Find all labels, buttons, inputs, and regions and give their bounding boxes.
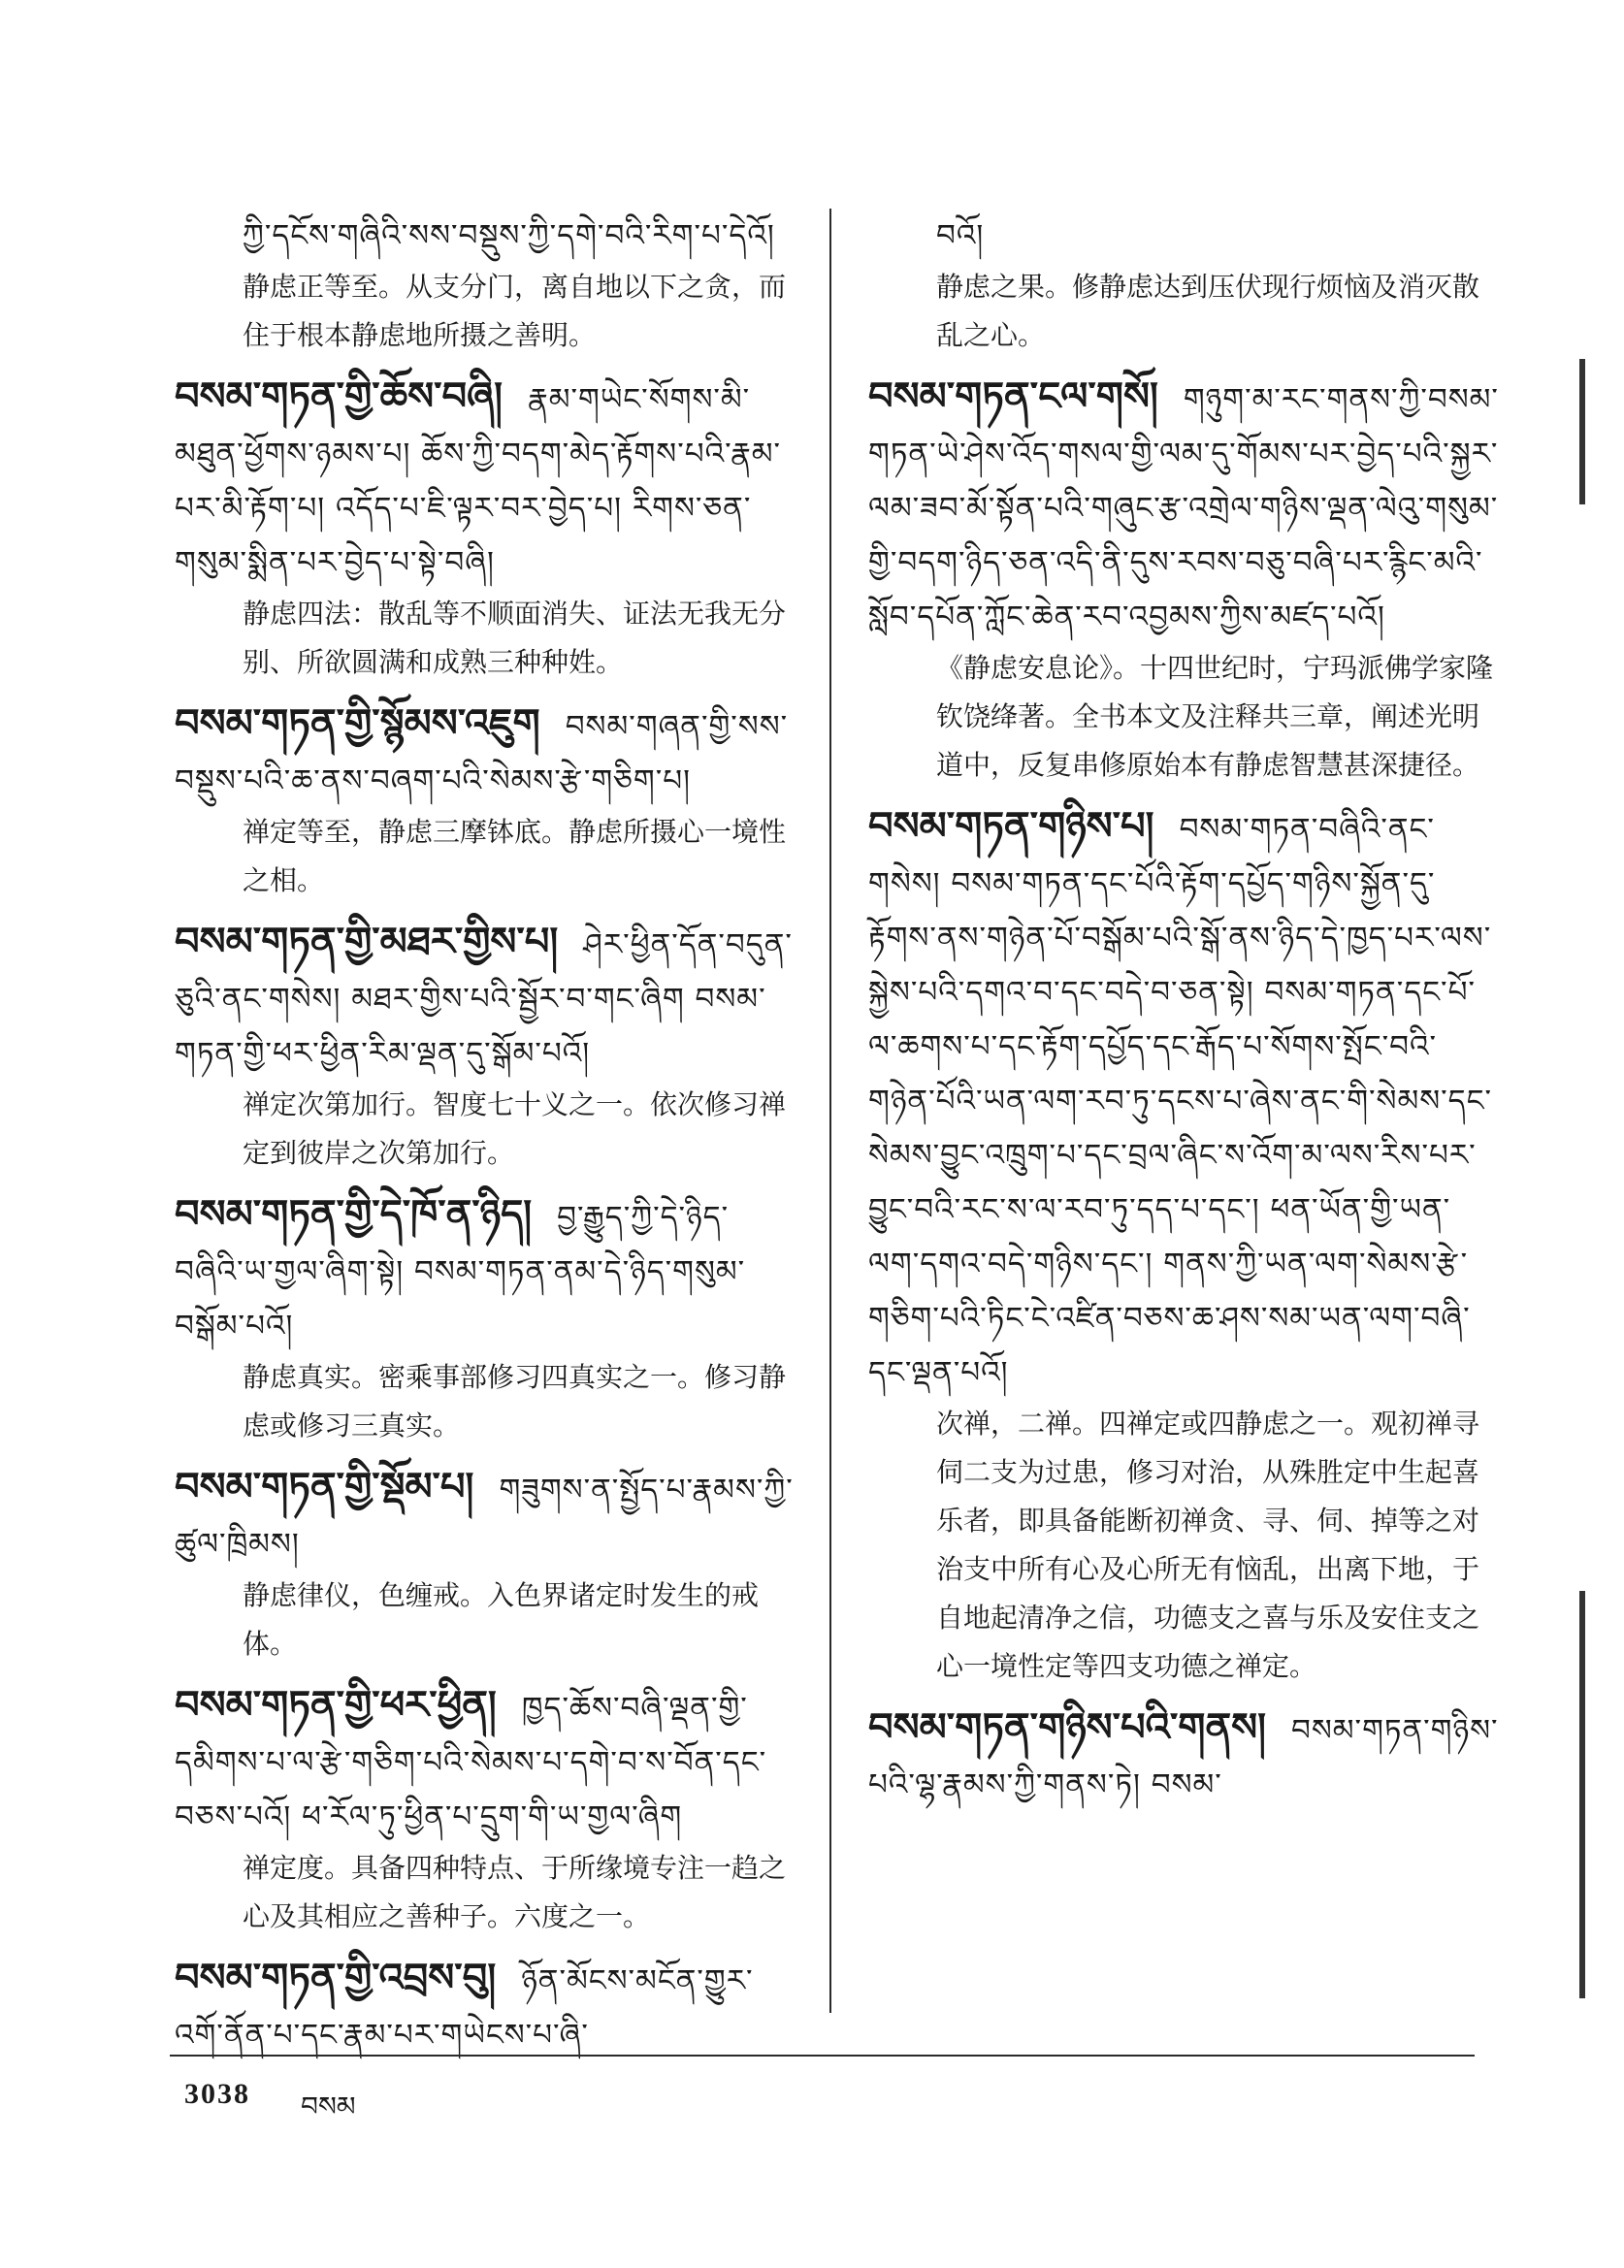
headword: བསམ་གཏན་གྱི་དེ་ཁོ་ན་ཉིད། bbox=[175, 1191, 533, 1237]
left-column bbox=[175, 209, 796, 2072]
dictionary-entry bbox=[868, 1701, 1499, 1812]
tibetan-definition: གཟུགས་ན་སྤྱོད་པ་རྣམས་ཀྱི་ཚུལ་ཁྲིམས། bbox=[175, 1473, 794, 1562]
dictionary-entry bbox=[868, 209, 1499, 360]
entry-continuation: ཀྱི་དངོས་གཞིའི་སས་བསྡུས་ཀྱི་དགེ་བའི་རིག་པ་དེའོ། bbox=[243, 218, 775, 253]
tibetan-definition: བསམ་གཏན་བཞིའི་ནང་གསེས། བསམ་གཏན་དང་པོའི་རྟོག་དཔྱོད་གཉིས་སྐྱོན་དུ་རྟོགས་ནས་གཉེན་པོ་བསྒོམ་པའི་སྒོ་ནས་ཉིད་དེ་ཁྱད་པར་ལས་སྐྱེས་པའི་དགའ་བ་དང་བདེ་བ་ཅན་སྟེ། བསམ་གཏན་དང་པོ་ལ་ཆགས་པ་དང་རྟོག་དཔྱོད་དང་རྒོད་པ་སོགས་སྤོང་བའི་གཉེན་པོའི་ཡན་ལག་རབ་ཏུ་དངས་པ་ཞེས་ནང་གི་སེམས་དང་སེམས་བྱུང་འཁྲུག་པ་དང་བྲལ་ཞིང་ས་འོག་མ་ལས་རིས་པར་བྱུང་བའི་རང་ས་ལ་རབ་ཏུ་དད་པ་དང་། ཕན་ཡོན་གྱི་ཡན་ལག་དགའ་བདེ་གཉིས་དང་། གནས་ཀྱི་ཡན་ལག་སེམས་རྩེ་གཅིག་པའི་ཏིང་ངེ་འཛིན་བཅས་ཆ་ཤས་སམ་ཡན་ལག་བཞི་དང་ལྡན་པའོ། bbox=[868, 812, 1493, 1390]
headword: བསམ་གཏན་གཉིས་པ། bbox=[868, 803, 1154, 849]
tibetan-definition: བསམ་གཏན་གཉིས་པའི་ལྷ་རྣམས་ཀྱི་གནས་ཏེ། བསམ་ bbox=[868, 1713, 1499, 1802]
dictionary-entry bbox=[868, 799, 1499, 1691]
chinese-definition: 禅定等至，静虑三摩钵底。静虑所摄心一境性之相。 bbox=[243, 816, 787, 896]
column-divider bbox=[829, 209, 831, 2013]
page-number: 3038 bbox=[184, 2078, 250, 2110]
chinese-definition: 静虑正等至。从支分门，离自地以下之贪，而住于根本静虑地所摄之善明。 bbox=[243, 271, 787, 351]
dictionary-entry bbox=[175, 1678, 796, 1941]
headword: བསམ་གཏན་གྱི་ཕར་ཕྱིན། bbox=[175, 1682, 497, 1728]
headword: བསམ་གཏན་ངལ་གསོ། bbox=[868, 373, 1158, 419]
dictionary-entry bbox=[175, 915, 796, 1178]
running-head: བསམ bbox=[301, 2090, 356, 2122]
chinese-definition: 静虑之果。修静虑达到压伏现行烦恼及消灭散乱之心。 bbox=[936, 271, 1480, 351]
tibetan-definition: ཤེར་ཕྱིན་དོན་བདུན་ཅུའི་ནང་གསེས། མཐར་གྱིས་པའི་སྦྱོར་བ་གང་ཞིག བསམ་གཏན་གྱི་ཕར་ཕྱིན་རིམ་ལྡན་དུ་སྒོམ་པའོ། bbox=[175, 927, 793, 1071]
tibetan-definition: བསམ་གཞན་གྱི་སས་བསྡུས་པའི་ཆ་ནས་བཞག་པའི་སེམས་རྩེ་གཅིག་པ། bbox=[175, 709, 789, 798]
dictionary-entry bbox=[175, 1187, 796, 1450]
chinese-definition: 静虑律仪，色缠戒。入色界诸定时发生的戒体。 bbox=[243, 1579, 760, 1660]
headword: བསམ་གཏན་གྱི་སྡོམ་པ། bbox=[175, 1464, 474, 1509]
dictionary-entry bbox=[175, 1951, 796, 2062]
tibetan-definition: རྣམ་གཡེང་སོགས་མི་མཐུན་ཕྱོགས་ཉམས་པ། ཆོས་ཀྱི་བདག་མེད་རྟོགས་པའི་རྣམ་པར་མི་རྟོག་པ། འདོད་པ་ཇི་ལྟར་བར་བྱེད་པ། རིགས་ཅན་གསུམ་སྨིན་པར་བྱེད་པ་སྟེ་བཞི། bbox=[175, 382, 782, 580]
dictionary-entry bbox=[175, 370, 796, 687]
dictionary-entry bbox=[175, 1460, 796, 1669]
chinese-definition: 次禅，二禅。四禅定或四静虑之一。观初禅寻伺二支为过患，修习对治，从殊胜定中生起喜乐者，即具备能断初禅贪、寻、伺、掉等之对治支中所有心及心所无有恼乱，出离下地，于自地起清净之信，功德支之喜与乐及安住支之心一境性定等四支功德之禅定。 bbox=[936, 1408, 1480, 1682]
chinese-definition: 禅定次第加行。智度七十义之一。依次修习禅定到彼岸之次第加行。 bbox=[243, 1088, 787, 1169]
chinese-definition: 静虑真实。密乘事部修习四真实之一。修习静虑或修习三真实。 bbox=[243, 1361, 787, 1442]
headword: བསམ་གཏན་གྱི་ཆོས་བཞི། bbox=[175, 373, 503, 419]
headword: བསམ་གཏན་གྱི་སྙོམས་འཇུག bbox=[175, 700, 540, 746]
tibetan-definition: ཁྱད་ཆོས་བཞི་ལྡན་གྱི་དམིགས་པ་ལ་རྩེ་གཅིག་པའི་སེམས་པ་དགེ་བ་ས་བོན་དང་བཅས་པའོ། ཕ་རོལ་ཏུ་ཕྱིན་པ་དྲུག་གི་ཡ་གྱལ་ཞིག bbox=[175, 1691, 767, 1834]
chinese-definition: 《静虑安息论》。十四世纪时，宁玛派佛学家隆钦饶绛著。全书本文及注释共三章，阐述光明道中，反复串修原始本有静虑智慧甚深捷径。 bbox=[936, 652, 1494, 781]
footer-rule bbox=[170, 2055, 1475, 2057]
chinese-definition: 静虑四法：散乱等不顺面消失、证法无我无分别、所欲圆满和成熟三种种姓。 bbox=[243, 598, 787, 678]
tibetan-definition: ཉོན་མོངས་མངོན་གྱུར་འགོ་ནོན་པ་དང་རྣམ་པར་གཡེངས་པ་ཞི་ bbox=[175, 1963, 754, 2053]
chinese-definition: 禅定度。具备四种特点、于所缘境专注一趋之心及其相应之善种子。六度之一。 bbox=[243, 1852, 787, 1932]
dictionary-entry bbox=[868, 370, 1499, 790]
scan-edge-mark bbox=[1579, 359, 1585, 504]
tibetan-definition: གཉུག་མ་རང་གནས་ཀྱི་བསམ་གཏན་ཡེ་ཤེས་འོད་གསལ་གྱི་ལམ་དུ་གོམས་པར་བྱེད་པའི་སྐྱར་ལམ་ཟབ་མོ་སྟོན་པའི་གཞུང་རྩ་འགྲེལ་གཉིས་ལྡན་ལེའུ་གསུམ་གྱི་བདག་ཉིད་ཅན་འདི་ནི་དུས་རབས་བཅུ་བཞི་པར་རྙིང་མའི་སློབ་དཔོན་ཀློང་ཆེན་རབ་འབྱམས་ཀྱིས་མཛད་པའོ། bbox=[868, 382, 1499, 634]
headword: བསམ་གཏན་གཉིས་པའི་གནས། bbox=[868, 1704, 1266, 1750]
headword: བསམ་གཏན་གྱི་མཐར་གྱིས་པ། bbox=[175, 919, 559, 964]
tibetan-definition: བྱ་རྒྱུད་ཀྱི་དེ་ཉིད་བཞིའི་ཡ་གྱལ་ཞིག་སྟེ། བསམ་གཏན་ནམ་དེ་ཉིད་གསུམ་བསྒོམ་པའོ། bbox=[175, 1200, 746, 1344]
dictionary-entry bbox=[175, 697, 796, 905]
entry-continuation: བའོ། bbox=[936, 218, 985, 253]
headword: བསམ་གཏན་གྱི་འབྲས་བུ། bbox=[175, 1955, 497, 2000]
dictionary-entry bbox=[175, 209, 796, 360]
scan-edge-mark bbox=[1579, 1591, 1585, 1998]
right-column bbox=[868, 209, 1499, 1822]
